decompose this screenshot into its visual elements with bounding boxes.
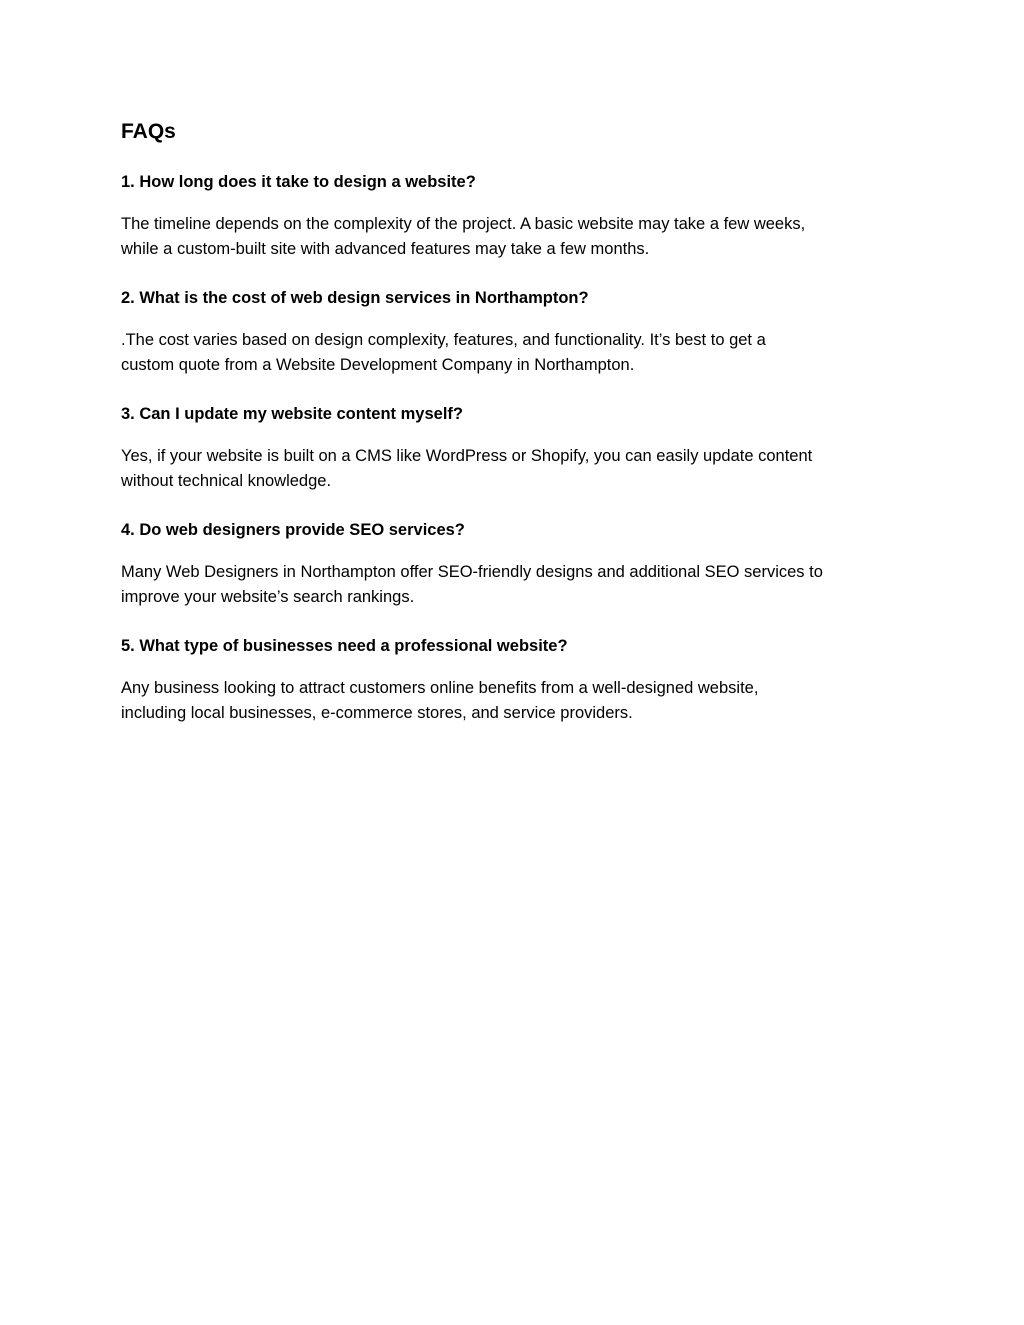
faq-question: 1. How long does it take to design a website? (121, 173, 476, 191)
answer-line: Yes, if your website is built on a CMS like WordPress or Shopify, you can easily update content (121, 447, 813, 465)
faq-item-5 (121, 635, 911, 725)
answer-line: improve your website’s search rankings. (121, 587, 415, 606)
answer-line: Any business looking to attract customers online benefits from a well-designed website, (121, 679, 759, 697)
answer-line: .The cost varies based on design complexity, features, and functionality. It’s best to get a (121, 331, 766, 349)
faq-answer (121, 560, 911, 609)
faq-item-3 (121, 403, 911, 493)
faq-item-4 (121, 519, 911, 609)
faq-item-1 (121, 171, 911, 261)
answer-line: Many Web Designers in Northampton offer SEO-friendly designs and additional SEO services to (121, 563, 823, 581)
faq-item-2 (121, 287, 911, 377)
document-page (121, 119, 911, 751)
answer-line: without technical knowledge. (121, 471, 332, 490)
faq-answer (121, 444, 911, 493)
answer-line: The timeline depends on the complexity of the project. A basic website may take a few weeks, (121, 215, 806, 233)
faq-question: 3. Can I update my website content myself? (121, 405, 463, 423)
faq-question: 5. What type of businesses need a professional website? (121, 637, 568, 655)
answer-line: custom quote from a Website Development Company in Northampton. (121, 355, 635, 374)
faq-answer (121, 676, 911, 725)
faq-question: 2. What is the cost of web design services in Northampton? (121, 289, 589, 307)
faq-answer (121, 212, 911, 261)
answer-line: while a custom-built site with advanced features may take a few months. (121, 239, 650, 258)
faq-answer (121, 328, 911, 377)
page-title: FAQs (121, 120, 176, 143)
answer-line: including local businesses, e-commerce stores, and service providers. (121, 703, 633, 722)
faq-question: 4. Do web designers provide SEO services? (121, 521, 465, 539)
